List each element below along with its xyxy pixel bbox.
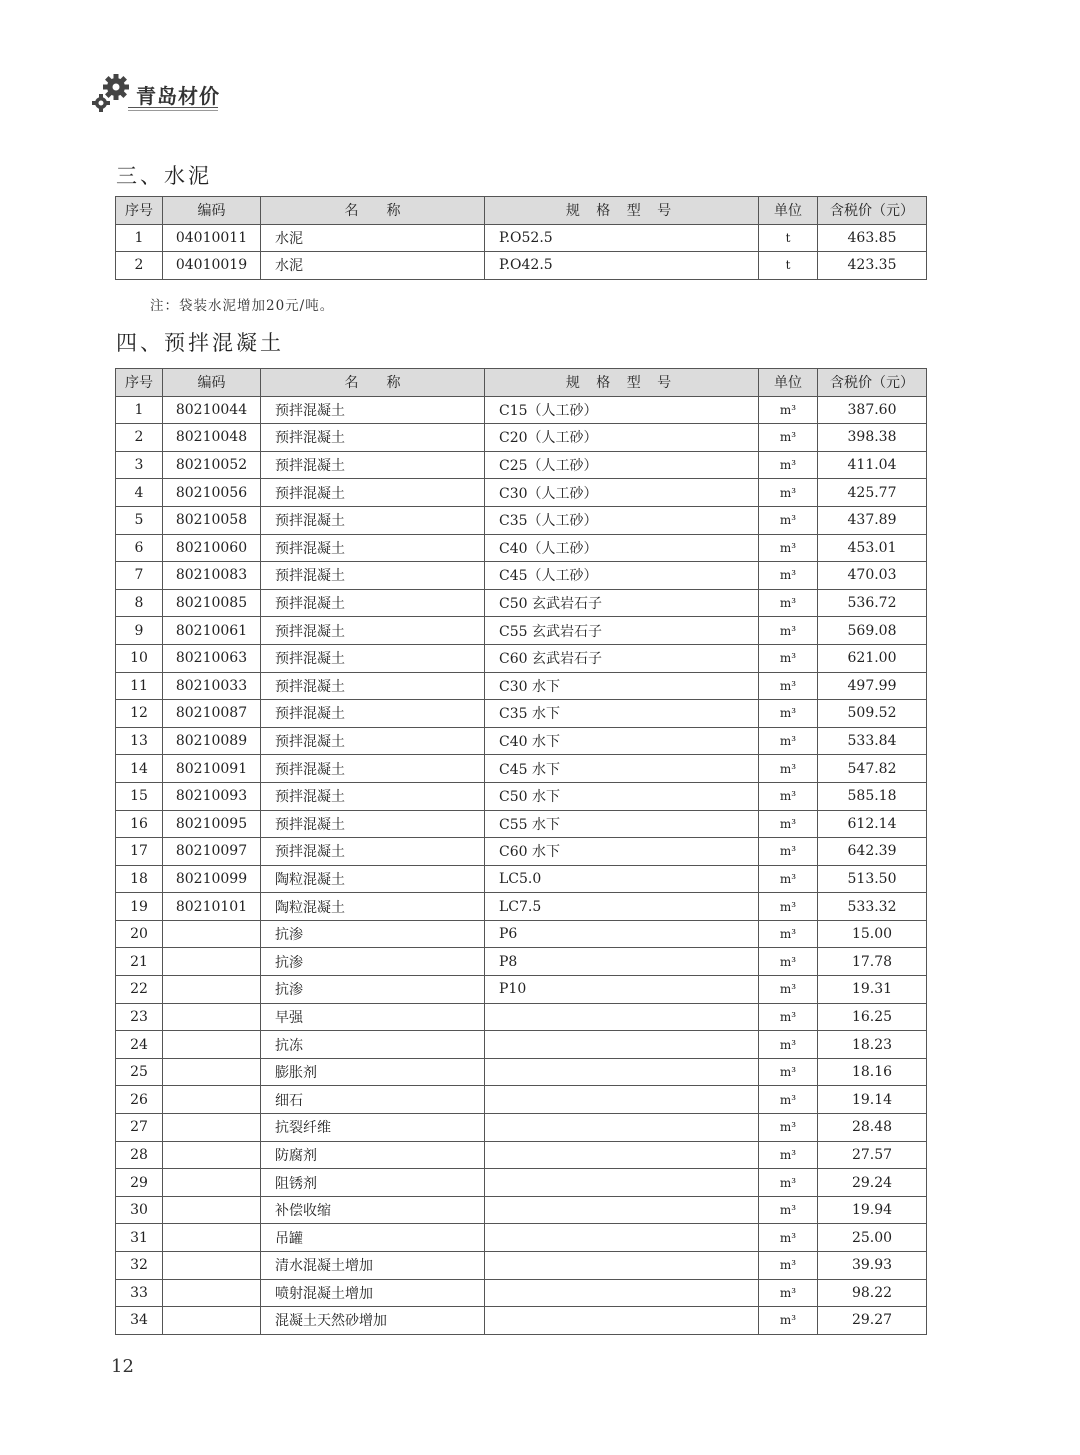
cell-unit: m³ <box>759 1086 818 1114</box>
cell-seq: 11 <box>116 672 163 700</box>
cell-price: 411.04 <box>818 451 927 479</box>
cell-price: 453.01 <box>818 534 927 562</box>
cell-seq: 21 <box>116 948 163 976</box>
cell-unit: m³ <box>759 589 818 617</box>
cell-price: 29.24 <box>818 1169 927 1197</box>
cell-code: 80210048 <box>163 424 261 452</box>
table-row <box>116 755 927 783</box>
cell-price: 19.94 <box>818 1196 927 1224</box>
cell-name: 预拌混凝土 <box>261 589 485 617</box>
cell-price: 39.93 <box>818 1252 927 1280</box>
cell-name: 抗渗 <box>261 920 485 948</box>
col-header-price: 含税价（元） <box>818 197 927 225</box>
cell-spec: C60 玄武岩石子 <box>485 644 759 672</box>
cell-spec: C30（人工砂） <box>485 479 759 507</box>
cell-code <box>163 976 261 1004</box>
table-row <box>116 782 927 810</box>
cell-price: 536.72 <box>818 589 927 617</box>
cell-unit: m³ <box>759 479 818 507</box>
table-row <box>116 224 927 252</box>
cell-seq: 20 <box>116 920 163 948</box>
cell-code: 04010019 <box>163 252 261 280</box>
cell-price: 98.22 <box>818 1279 927 1307</box>
cell-seq: 25 <box>116 1058 163 1086</box>
cell-unit: m³ <box>759 893 818 921</box>
cell-name: 预拌混凝土 <box>261 644 485 672</box>
cell-name: 补偿收缩 <box>261 1196 485 1224</box>
cell-name: 预拌混凝土 <box>261 810 485 838</box>
table-row <box>116 396 927 424</box>
table-row <box>116 865 927 893</box>
cell-seq: 15 <box>116 782 163 810</box>
cell-spec: C40 水下 <box>485 727 759 755</box>
cell-spec <box>485 1086 759 1114</box>
concrete-price-table <box>115 368 927 1335</box>
cell-unit: m³ <box>759 1003 818 1031</box>
cell-spec: LC7.5 <box>485 893 759 921</box>
cell-unit: m³ <box>759 396 818 424</box>
cell-name: 预拌混凝土 <box>261 534 485 562</box>
cell-unit: m³ <box>759 755 818 783</box>
cell-seq: 18 <box>116 865 163 893</box>
cell-price: 533.32 <box>818 893 927 921</box>
cell-seq: 12 <box>116 700 163 728</box>
cell-spec: C45（人工砂） <box>485 562 759 590</box>
cell-code: 80210083 <box>163 562 261 590</box>
brand-rule <box>128 110 218 111</box>
cell-price: 28.48 <box>818 1114 927 1142</box>
table-row <box>116 1003 927 1031</box>
cell-seq: 26 <box>116 1086 163 1114</box>
cell-price: 19.14 <box>818 1086 927 1114</box>
table-row <box>116 1224 927 1252</box>
table-row <box>116 1058 927 1086</box>
cell-seq: 1 <box>116 224 163 252</box>
table-row <box>116 589 927 617</box>
cell-unit: m³ <box>759 1252 818 1280</box>
cell-code <box>163 1003 261 1031</box>
cell-price: 387.60 <box>818 396 927 424</box>
cell-price: 470.03 <box>818 562 927 590</box>
cell-price: 585.18 <box>818 782 927 810</box>
cell-seq: 7 <box>116 562 163 590</box>
cell-spec: C60 水下 <box>485 838 759 866</box>
col-header-seq: 序号 <box>116 197 163 225</box>
cell-name: 预拌混凝土 <box>261 617 485 645</box>
cell-unit: m³ <box>759 976 818 1004</box>
table-row <box>116 424 927 452</box>
section-title-concrete: 四、预拌混凝土 <box>116 331 284 355</box>
cell-spec: C55 玄武岩石子 <box>485 617 759 645</box>
cell-spec: C55 水下 <box>485 810 759 838</box>
cell-seq: 30 <box>116 1196 163 1224</box>
cell-code: 04010011 <box>163 224 261 252</box>
cell-unit: m³ <box>759 1196 818 1224</box>
cell-code <box>163 1031 261 1059</box>
cell-unit: t <box>759 252 818 280</box>
cell-name: 预拌混凝土 <box>261 562 485 590</box>
cell-spec <box>485 1279 759 1307</box>
col-header-spec: 规 格 型 号 <box>485 197 759 225</box>
cell-seq: 17 <box>116 838 163 866</box>
cell-seq: 24 <box>116 1031 163 1059</box>
cell-seq: 29 <box>116 1169 163 1197</box>
cell-spec: C20（人工砂） <box>485 424 759 452</box>
cell-price: 425.77 <box>818 479 927 507</box>
table-row <box>116 534 927 562</box>
col-header-unit: 单位 <box>759 369 818 397</box>
cell-price: 497.99 <box>818 672 927 700</box>
cell-code: 80210093 <box>163 782 261 810</box>
table-row <box>116 1031 927 1059</box>
table-row <box>116 1307 927 1335</box>
cell-name: 阻锈剂 <box>261 1169 485 1197</box>
table-body <box>116 224 927 279</box>
cell-code <box>163 1252 261 1280</box>
cell-name: 防腐剂 <box>261 1141 485 1169</box>
table-row <box>116 1169 927 1197</box>
cell-name: 水泥 <box>261 224 485 252</box>
cell-name: 预拌混凝土 <box>261 838 485 866</box>
cell-unit: m³ <box>759 1307 818 1335</box>
brand-logo <box>88 72 228 114</box>
cell-unit: m³ <box>759 617 818 645</box>
cell-name: 预拌混凝土 <box>261 479 485 507</box>
cell-spec <box>485 1196 759 1224</box>
cell-unit: m³ <box>759 1114 818 1142</box>
cell-code: 80210097 <box>163 838 261 866</box>
cell-price: 18.16 <box>818 1058 927 1086</box>
cell-code: 80210058 <box>163 506 261 534</box>
note-text: 注：袋装水泥增加20元/吨。 <box>150 298 335 314</box>
cell-unit: m³ <box>759 810 818 838</box>
cell-name: 预拌混凝土 <box>261 727 485 755</box>
cell-seq: 34 <box>116 1307 163 1335</box>
cell-spec: C40（人工砂） <box>485 534 759 562</box>
col-header-unit: 单位 <box>759 197 818 225</box>
cell-code <box>163 1114 261 1142</box>
cell-name: 陶粒混凝土 <box>261 893 485 921</box>
cell-price: 29.27 <box>818 1307 927 1335</box>
table-row <box>116 617 927 645</box>
table-row <box>116 810 927 838</box>
cell-price: 437.89 <box>818 506 927 534</box>
cell-seq: 14 <box>116 755 163 783</box>
cell-seq: 2 <box>116 424 163 452</box>
table-row <box>116 838 927 866</box>
brand-name: 青岛材价 <box>136 84 220 108</box>
cell-seq: 32 <box>116 1252 163 1280</box>
cell-price: 569.08 <box>818 617 927 645</box>
cell-unit: m³ <box>759 424 818 452</box>
cell-seq: 8 <box>116 589 163 617</box>
cell-price: 15.00 <box>818 920 927 948</box>
cell-seq: 5 <box>116 506 163 534</box>
cell-seq: 22 <box>116 976 163 1004</box>
cell-spec: P8 <box>485 948 759 976</box>
cell-name: 预拌混凝土 <box>261 424 485 452</box>
cell-price: 621.00 <box>818 644 927 672</box>
table-header-row <box>116 197 927 225</box>
cell-spec: C35 水下 <box>485 700 759 728</box>
cell-code: 80210085 <box>163 589 261 617</box>
cell-code <box>163 1196 261 1224</box>
cell-code: 80210052 <box>163 451 261 479</box>
col-header-code: 编码 <box>163 197 261 225</box>
cell-code <box>163 948 261 976</box>
cell-seq: 27 <box>116 1114 163 1142</box>
table-row <box>116 672 927 700</box>
cell-name: 预拌混凝土 <box>261 782 485 810</box>
cell-price: 547.82 <box>818 755 927 783</box>
cell-code <box>163 1141 261 1169</box>
cell-unit: m³ <box>759 1279 818 1307</box>
col-header-price: 含税价（元） <box>818 369 927 397</box>
cell-code: 80210087 <box>163 700 261 728</box>
cell-seq: 33 <box>116 1279 163 1307</box>
table-row <box>116 506 927 534</box>
cell-spec <box>485 1058 759 1086</box>
cell-code <box>163 1086 261 1114</box>
cell-spec: LC5.0 <box>485 865 759 893</box>
cell-unit: m³ <box>759 865 818 893</box>
cell-code: 80210056 <box>163 479 261 507</box>
cell-name: 抗冻 <box>261 1031 485 1059</box>
table-row <box>116 252 927 280</box>
cell-spec: C50 玄武岩石子 <box>485 589 759 617</box>
cell-name: 预拌混凝土 <box>261 506 485 534</box>
cell-seq: 28 <box>116 1141 163 1169</box>
cell-spec <box>485 1169 759 1197</box>
cell-name: 预拌混凝土 <box>261 451 485 479</box>
cell-code: 80210060 <box>163 534 261 562</box>
cell-price: 25.00 <box>818 1224 927 1252</box>
table-row <box>116 1114 927 1142</box>
cell-name: 早强 <box>261 1003 485 1031</box>
cell-name: 预拌混凝土 <box>261 755 485 783</box>
table-row <box>116 644 927 672</box>
cell-code <box>163 1224 261 1252</box>
col-header-seq: 序号 <box>116 369 163 397</box>
cell-price: 27.57 <box>818 1141 927 1169</box>
table-row <box>116 1252 927 1280</box>
cell-unit: m³ <box>759 1224 818 1252</box>
cell-code <box>163 1307 261 1335</box>
table-row <box>116 479 927 507</box>
cement-price-table <box>115 196 927 280</box>
cell-spec: P10 <box>485 976 759 1004</box>
cell-name: 抗裂纤维 <box>261 1114 485 1142</box>
cell-code: 80210095 <box>163 810 261 838</box>
cell-seq: 9 <box>116 617 163 645</box>
cell-name: 预拌混凝土 <box>261 396 485 424</box>
cell-code: 80210063 <box>163 644 261 672</box>
cell-name: 抗渗 <box>261 948 485 976</box>
table-row <box>116 1196 927 1224</box>
cell-unit: m³ <box>759 920 818 948</box>
table-row <box>116 451 927 479</box>
brand-rule <box>128 107 218 108</box>
cell-name: 预拌混凝土 <box>261 672 485 700</box>
cell-name: 喷射混凝土增加 <box>261 1279 485 1307</box>
table-body <box>116 396 927 1334</box>
cell-unit: m³ <box>759 948 818 976</box>
cell-seq: 10 <box>116 644 163 672</box>
cell-code <box>163 920 261 948</box>
cell-spec <box>485 1031 759 1059</box>
cell-unit: m³ <box>759 534 818 562</box>
cell-name: 膨胀剂 <box>261 1058 485 1086</box>
cell-unit: m³ <box>759 838 818 866</box>
cell-name: 预拌混凝土 <box>261 700 485 728</box>
cell-name: 细石 <box>261 1086 485 1114</box>
cell-spec: C15（人工砂） <box>485 396 759 424</box>
cell-spec: P.O42.5 <box>485 252 759 280</box>
cell-price: 19.31 <box>818 976 927 1004</box>
cell-unit: m³ <box>759 506 818 534</box>
cell-seq: 19 <box>116 893 163 921</box>
table-row <box>116 562 927 590</box>
col-header-code: 编码 <box>163 369 261 397</box>
cell-name: 抗渗 <box>261 976 485 1004</box>
table-header-row <box>116 369 927 397</box>
cell-unit: m³ <box>759 1141 818 1169</box>
col-header-name: 名 称 <box>261 197 485 225</box>
cell-spec <box>485 1114 759 1142</box>
cell-code: 80210101 <box>163 893 261 921</box>
cell-unit: m³ <box>759 700 818 728</box>
cell-spec: C50 水下 <box>485 782 759 810</box>
cell-code <box>163 1058 261 1086</box>
cell-code: 80210033 <box>163 672 261 700</box>
cell-spec <box>485 1224 759 1252</box>
cell-spec: C45 水下 <box>485 755 759 783</box>
table-row <box>116 893 927 921</box>
cell-code: 80210061 <box>163 617 261 645</box>
table-row <box>116 1141 927 1169</box>
cell-unit: m³ <box>759 1058 818 1086</box>
table-row <box>116 1086 927 1114</box>
cell-name: 混凝土天然砂增加 <box>261 1307 485 1335</box>
cell-unit: m³ <box>759 644 818 672</box>
cell-price: 16.25 <box>818 1003 927 1031</box>
table-row <box>116 920 927 948</box>
cell-code <box>163 1279 261 1307</box>
cell-seq: 31 <box>116 1224 163 1252</box>
cell-seq: 6 <box>116 534 163 562</box>
cell-price: 398.38 <box>818 424 927 452</box>
cell-unit: m³ <box>759 727 818 755</box>
cell-spec: C30 水下 <box>485 672 759 700</box>
cell-name: 陶粒混凝土 <box>261 865 485 893</box>
cell-unit: m³ <box>759 1031 818 1059</box>
cell-unit: t <box>759 224 818 252</box>
section-title-cement: 三、水泥 <box>116 164 212 188</box>
col-header-name: 名 称 <box>261 369 485 397</box>
cell-price: 17.78 <box>818 948 927 976</box>
cell-code: 80210089 <box>163 727 261 755</box>
cell-unit: m³ <box>759 1169 818 1197</box>
cell-price: 533.84 <box>818 727 927 755</box>
cell-seq: 1 <box>116 396 163 424</box>
page-number: 12 <box>111 1356 134 1377</box>
table-row <box>116 727 927 755</box>
table-row <box>116 700 927 728</box>
cell-spec: P.O52.5 <box>485 224 759 252</box>
table-row <box>116 976 927 1004</box>
cell-code: 80210091 <box>163 755 261 783</box>
table-row <box>116 1279 927 1307</box>
cell-price: 642.39 <box>818 838 927 866</box>
cell-name: 水泥 <box>261 252 485 280</box>
table-row <box>116 948 927 976</box>
cell-name: 吊罐 <box>261 1224 485 1252</box>
cell-spec <box>485 1307 759 1335</box>
cell-unit: m³ <box>759 672 818 700</box>
cell-code <box>163 1169 261 1197</box>
cell-unit: m³ <box>759 782 818 810</box>
col-header-spec: 规 格 型 号 <box>485 369 759 397</box>
cell-seq: 23 <box>116 1003 163 1031</box>
cell-spec: C35（人工砂） <box>485 506 759 534</box>
cell-code: 80210044 <box>163 396 261 424</box>
cell-name: 清水混凝土增加 <box>261 1252 485 1280</box>
cell-code: 80210099 <box>163 865 261 893</box>
cell-seq: 3 <box>116 451 163 479</box>
cell-price: 513.50 <box>818 865 927 893</box>
cell-unit: m³ <box>759 451 818 479</box>
cell-price: 18.23 <box>818 1031 927 1059</box>
cell-seq: 16 <box>116 810 163 838</box>
cell-spec <box>485 1003 759 1031</box>
cell-seq: 13 <box>116 727 163 755</box>
cell-spec: P6 <box>485 920 759 948</box>
cell-price: 423.35 <box>818 252 927 280</box>
cell-price: 612.14 <box>818 810 927 838</box>
cell-spec <box>485 1252 759 1280</box>
cell-seq: 2 <box>116 252 163 280</box>
cell-spec: C25（人工砂） <box>485 451 759 479</box>
cell-unit: m³ <box>759 562 818 590</box>
cell-seq: 4 <box>116 479 163 507</box>
cell-spec <box>485 1141 759 1169</box>
cell-price: 463.85 <box>818 224 927 252</box>
cell-price: 509.52 <box>818 700 927 728</box>
